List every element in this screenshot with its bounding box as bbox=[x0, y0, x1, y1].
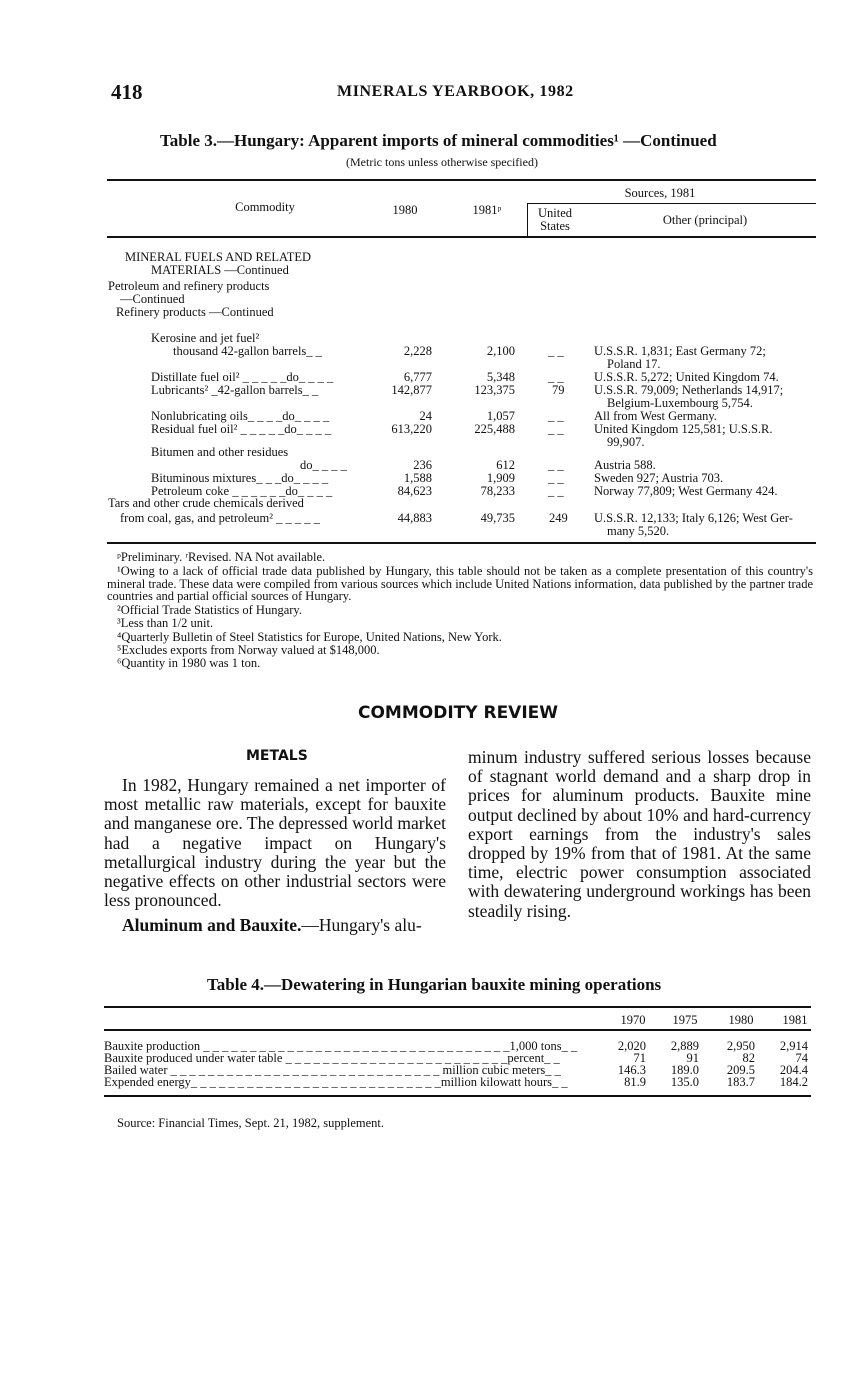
table3-title: Table 3.—Hungary: Apparent imports of mineral commodities¹ —Continued bbox=[160, 131, 717, 150]
table-row-label: Nonlubricating oils_ _ _ _do_ _ _ _ bbox=[151, 409, 330, 423]
section-label: MINERAL FUELS AND RELATED bbox=[125, 250, 311, 264]
section-label: MATERIALS —Continued bbox=[151, 263, 289, 277]
table4-title: Table 4.—Dewatering in Hungarian bauxite mining operations bbox=[207, 975, 662, 994]
footnote-2: ²Official Trade Statistics of Hungary. bbox=[117, 603, 302, 617]
section-label: Refinery products —Continued bbox=[116, 305, 274, 319]
cell-1981: 225,488 bbox=[474, 422, 515, 436]
table4-header-year: 1975 bbox=[672, 1013, 698, 1027]
cell-1980: 24 bbox=[419, 409, 432, 423]
table3-top-rule bbox=[107, 179, 816, 181]
table4-header-rule bbox=[104, 1029, 811, 1031]
section-label: Petroleum and refinery products bbox=[108, 279, 270, 293]
table-row-label: do_ _ _ _ bbox=[300, 458, 347, 472]
cell-us: _ _ bbox=[548, 344, 564, 358]
table-row-label: Lubricants² _42-gallon barrels_ _ bbox=[151, 383, 319, 397]
cell-other: Norway 77,809; West Germany 424. bbox=[594, 484, 778, 498]
cell-other: Sweden 927; Austria 703. bbox=[594, 471, 724, 485]
table3-subtitle: (Metric tons unless otherwise specified) bbox=[346, 155, 538, 169]
cell-other: U.S.S.R. 1,831; East Germany 72; bbox=[594, 344, 766, 358]
left-column-paragraph: In 1982, Hungary remained a net importer of most metallic raw materials, except for bauxite and manganese ore. The depressed world market had a negative impact on Hungary's metallurgical industry during the year but the negative effects on other industrial sectors were less pronounced. bbox=[104, 775, 446, 911]
table-row-label: Petroleum coke _ _ _ _ _ _do_ _ _ _ bbox=[151, 484, 333, 498]
table4-cell: 2,950 bbox=[726, 1039, 755, 1053]
table4-cell: 146.3 bbox=[617, 1063, 646, 1077]
cell-other: many 5,520. bbox=[607, 524, 670, 538]
table4-cell: 209.5 bbox=[726, 1063, 755, 1077]
cell-1980: 142,877 bbox=[391, 383, 432, 397]
table3-header-other: Other (principal) bbox=[662, 213, 748, 227]
table-row-label: Tars and other crude chemicals derived bbox=[108, 496, 304, 510]
table4-cell: 184.2 bbox=[779, 1075, 808, 1089]
cell-other: 99,907. bbox=[607, 435, 645, 449]
cell-us: 249 bbox=[549, 511, 568, 525]
cell-1981: 612 bbox=[496, 458, 515, 472]
cell-us: _ _ bbox=[548, 409, 564, 423]
cell-other: U.S.S.R. 79,009; Netherlands 14,917; bbox=[594, 383, 784, 397]
section-label: —Continued bbox=[120, 292, 185, 306]
table3-bottom-rule bbox=[107, 542, 816, 544]
table3-col-divider bbox=[527, 203, 528, 236]
cell-1980: 236 bbox=[413, 458, 432, 472]
table4-cell: 2,914 bbox=[779, 1039, 808, 1053]
cell-1980: 2,228 bbox=[403, 344, 432, 358]
cell-1981: 1,909 bbox=[486, 471, 515, 485]
cell-us: _ _ bbox=[548, 484, 564, 498]
table3-header-1980: 1980 bbox=[392, 203, 418, 217]
cell-other: Poland 17. bbox=[607, 357, 661, 371]
footnote-abbrev: ᵖPreliminary. ʳRevised. NA Not available. bbox=[117, 550, 326, 564]
left-column-paragraph-2 bbox=[104, 916, 446, 935]
table4-cell: 2,020 bbox=[617, 1039, 646, 1053]
footnote-5: ⁵Excludes exports from Norway valued at $148,000. bbox=[117, 643, 380, 657]
footnote-6: ⁶Quantity in 1980 was 1 ton. bbox=[117, 656, 261, 670]
table4-cell: 71 bbox=[633, 1051, 646, 1065]
footnote-3: ³Less than 1/2 unit. bbox=[117, 616, 214, 630]
cell-1980: 44,883 bbox=[397, 511, 432, 525]
subsection-title: METALS bbox=[246, 748, 308, 764]
table4-header-year: 1970 bbox=[620, 1013, 646, 1027]
cell-other: U.S.S.R. 12,133; Italy 6,126; West Ger- bbox=[594, 511, 793, 525]
cell-other: Belgium-Luxembourg 5,754. bbox=[607, 396, 753, 410]
table4-cell: 183.7 bbox=[726, 1075, 755, 1089]
cell-us: _ _ bbox=[548, 458, 564, 472]
table4-header-year: 1981 bbox=[782, 1013, 808, 1027]
table4-cell: 82 bbox=[742, 1051, 755, 1065]
cell-1980: 613,220 bbox=[391, 422, 432, 436]
table3-header-rule bbox=[107, 236, 816, 238]
table4-header-year: 1980 bbox=[728, 1013, 754, 1027]
table3-header-1981: 1981ᵖ bbox=[472, 203, 502, 217]
table4-row-label: Bauxite production _ _ _ _ _ _ _ _ _ _ _ _ _ _ _ _ _ _ _ _ _ _ _ _ _ _ _ _ _ _ _ _ _1,000 tons_ _ bbox=[104, 1039, 578, 1053]
running-title: MINERALS YEARBOOK, 1982 bbox=[337, 83, 574, 100]
table4-cell: 91 bbox=[686, 1051, 699, 1065]
cell-1981: 5,348 bbox=[486, 370, 515, 384]
cell-1981: 49,735 bbox=[480, 511, 515, 525]
table4-top-rule bbox=[104, 1006, 811, 1008]
table4-row-label: Expended energy_ _ _ _ _ _ _ _ _ _ _ _ _ _ _ _ _ _ _ _ _ _ _ _ _ _ _million kilowatt hours_ _ bbox=[104, 1075, 568, 1089]
cell-us: 79 bbox=[552, 383, 565, 397]
cell-other: Austria 588. bbox=[594, 458, 656, 472]
table3-header-us: United States bbox=[537, 206, 573, 233]
cell-1981: 2,100 bbox=[486, 344, 515, 358]
table4-cell: 2,889 bbox=[670, 1039, 699, 1053]
cell-1980: 1,588 bbox=[403, 471, 432, 485]
cell-us: _ _ bbox=[548, 422, 564, 436]
cell-other: United Kingdom 125,581; U.S.S.R. bbox=[594, 422, 773, 436]
table-row-label: Distillate fuel oil² _ _ _ _ _do_ _ _ _ bbox=[151, 370, 334, 384]
table3-header-commodity: Commodity bbox=[235, 200, 295, 214]
right-column-paragraph: minum industry suffered serious losses because of stagnant world demand and a sharp drop in prices for aluminum products. Bauxite mine output declined by about 10% and hard-currency export earnings from the industry's sales dropped by 19% from that of 1981. At the same time, electric power consumption associated with dewatering underground workings has been steadily rising. bbox=[468, 747, 811, 921]
cell-other: U.S.S.R. 5,272; United Kingdom 74. bbox=[594, 370, 779, 384]
table4-cell: 135.0 bbox=[670, 1075, 699, 1089]
table4-source: Source: Financial Times, Sept. 21, 1982, supplement. bbox=[117, 1116, 385, 1130]
table4-cell: 74 bbox=[795, 1051, 808, 1065]
table-row-label: thousand 42-gallon barrels_ _ bbox=[173, 344, 322, 358]
section-title: COMMODITY REVIEW bbox=[358, 703, 559, 723]
footnote-4: ⁴Quarterly Bulletin of Steel Statistics for Europe, United Nations, New York. bbox=[117, 630, 502, 644]
table-row-label: Kerosine and jet fuel² bbox=[151, 331, 260, 345]
table4-row-label: Bauxite produced under water table _ _ _ _ _ _ _ _ _ _ _ _ _ _ _ _ _ _ _ _ _ _ _ _percent_ _ bbox=[104, 1051, 560, 1065]
table4-cell: 189.0 bbox=[670, 1063, 699, 1077]
cell-1980: 6,777 bbox=[403, 370, 432, 384]
cell-1981: 1,057 bbox=[486, 409, 515, 423]
cell-us: _ _ bbox=[548, 471, 564, 485]
page-number: 418 bbox=[111, 80, 143, 104]
table4-cell: 81.9 bbox=[624, 1075, 646, 1089]
table4-cell: 204.4 bbox=[779, 1063, 808, 1077]
aluminum-text: —Hungary's alu- bbox=[301, 915, 422, 935]
aluminum-heading: Aluminum and Bauxite. bbox=[122, 915, 302, 935]
table4-bottom-rule bbox=[104, 1095, 811, 1097]
cell-1980: 84,623 bbox=[397, 484, 432, 498]
table3-header-sources: Sources, 1981 bbox=[624, 186, 696, 200]
footnote-1: ¹Owing to a lack of official trade data published by Hungary, this table should not be taken as a complete presentation of this country's mineral trade. These data were compiled from various sources which include United Nations information, data published by the partner trade countries and partial official sources of Hungary. bbox=[107, 564, 813, 603]
table3-sources-rule bbox=[527, 203, 816, 204]
table4-row-label: Bailed water _ _ _ _ _ _ _ _ _ _ _ _ _ _ _ _ _ _ _ _ _ _ _ _ _ _ _ _ _ million cubic meters_ _ bbox=[104, 1063, 561, 1077]
table-row-label: Bituminous mixtures_ _ _do_ _ _ _ bbox=[151, 471, 329, 485]
table-row-label: from coal, gas, and petroleum² _ _ _ _ _ bbox=[120, 511, 320, 525]
cell-us: _ _ bbox=[548, 370, 564, 384]
table-row-label: Residual fuel oil² _ _ _ _ _do_ _ _ _ bbox=[151, 422, 332, 436]
cell-1981: 78,233 bbox=[480, 484, 515, 498]
cell-other: All from West Germany. bbox=[594, 409, 717, 423]
cell-1981: 123,375 bbox=[474, 383, 515, 397]
table-row-label: Bitumen and other residues bbox=[151, 445, 289, 459]
